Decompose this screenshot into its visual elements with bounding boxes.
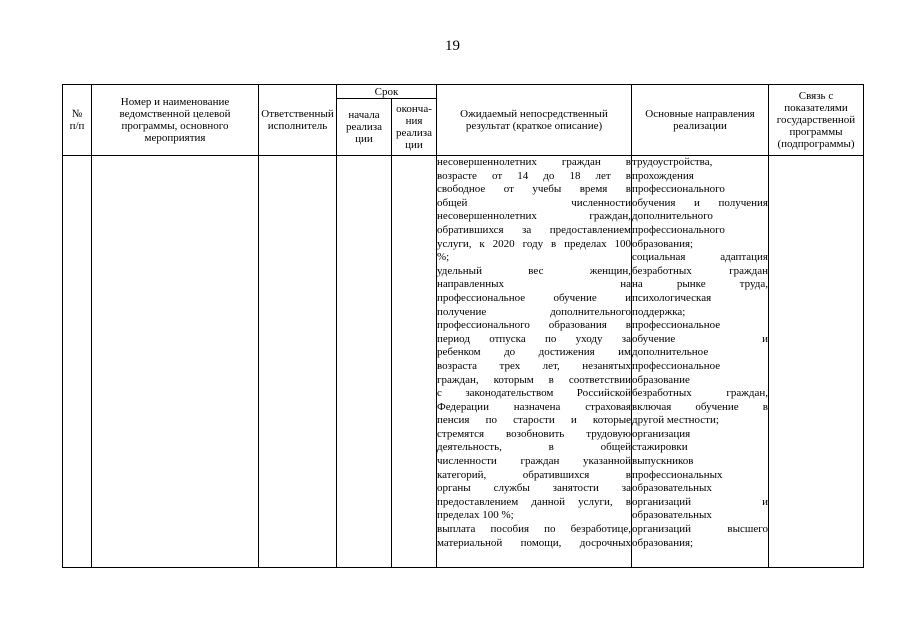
text-line: выплата пособия по безработице, xyxy=(437,523,631,536)
text-line: поддержка; xyxy=(632,305,686,318)
text-line: пенсия по старости и которые xyxy=(437,414,631,427)
text-line: другой местности; xyxy=(632,414,719,427)
text-line: прохождения xyxy=(632,169,694,182)
header-line: начала xyxy=(348,109,380,121)
text-line: несовершеннолетних граждан, xyxy=(437,210,631,223)
text-line: образование xyxy=(632,373,690,386)
header-line: (подпрограммы) xyxy=(777,138,855,150)
text-line: материальной помощи, досрочных xyxy=(437,536,631,549)
text-line: возраста трех лет, незанятых xyxy=(437,359,631,372)
header-line: ведомственной целевой xyxy=(119,108,231,120)
text-line: организаций высшего xyxy=(632,523,768,536)
text-line: стажировки xyxy=(632,441,688,454)
text-line: органы службы занятости за xyxy=(437,482,631,495)
text-line: предоставлением данной услуги, в xyxy=(437,495,631,508)
text-line: организаций и xyxy=(632,495,768,508)
cell-end xyxy=(392,156,437,568)
cell-expected-result xyxy=(437,156,632,568)
text-line: обучение и xyxy=(632,332,768,345)
header-line: реализа xyxy=(395,127,433,139)
text-line: стремятся возобновить трудовую xyxy=(437,427,631,440)
text-line: удельный вес женщин, xyxy=(437,264,631,277)
text-line: образования; xyxy=(632,536,694,549)
header-line: оконча- xyxy=(396,103,432,115)
text-line: несовершеннолетних граждан в xyxy=(437,156,631,168)
header-number xyxy=(63,85,92,156)
text-line: обратившихся за предоставлением xyxy=(437,223,631,236)
program-table xyxy=(62,84,864,568)
header-line: результат (краткое описание) xyxy=(465,120,603,132)
header-line: Основные направления xyxy=(645,108,755,120)
text-line: профессиональное xyxy=(632,359,721,372)
header-line: Ответственный xyxy=(261,108,334,120)
cell-start xyxy=(337,156,392,568)
header-line: программы, основного xyxy=(121,120,229,132)
header-line: мероприятия xyxy=(144,132,206,144)
text-line: образования; xyxy=(632,237,694,250)
header-program xyxy=(92,85,259,156)
header-line: Связь с xyxy=(798,90,834,102)
text-line: психологическая xyxy=(632,291,712,304)
text-line: пределах 100 %; xyxy=(437,509,514,522)
text-line: безработных граждан, xyxy=(632,387,768,400)
header-line: п/п xyxy=(69,120,85,132)
header-line: реализации xyxy=(673,120,727,132)
header-result xyxy=(437,85,632,156)
text-line: профессиональное xyxy=(632,319,721,332)
text-line: возрасте от 14 до 18 лет в xyxy=(437,169,631,182)
header-responsible xyxy=(259,85,337,156)
text-line: включая обучение в xyxy=(632,400,768,413)
header-line: Ожидаемый непосредственный xyxy=(460,108,608,120)
header-term: Срок xyxy=(337,85,437,99)
cell-directions xyxy=(632,156,769,568)
text-line: организация xyxy=(632,427,691,440)
header-line: ния xyxy=(405,115,423,127)
text-line: профессиональное обучение и xyxy=(437,291,631,304)
header-indicator-link xyxy=(769,85,864,156)
text-line: дополнительное xyxy=(632,346,709,359)
header-line: ции xyxy=(405,139,423,151)
text-line: профессиональных xyxy=(632,468,723,481)
header-line: ции xyxy=(355,133,373,145)
text-line: категорий, обратившихся в xyxy=(437,468,631,481)
table-row xyxy=(63,156,864,568)
text-line: с законодательством Российской xyxy=(437,387,631,400)
cell-responsible xyxy=(259,156,337,568)
text-line: образовательных xyxy=(632,482,712,495)
text-line: период отпуска по уходу за xyxy=(437,332,631,345)
text-line: социальная адаптация xyxy=(632,251,768,264)
cell-program xyxy=(92,156,259,568)
header-line: государственной xyxy=(776,114,856,126)
text-line: профессионального образования в xyxy=(437,319,631,332)
text-line: деятельность, в общей xyxy=(437,441,631,454)
text-line: свободное от учебы время в xyxy=(437,183,631,196)
cell-number xyxy=(63,156,92,568)
text-line: ребенком до достижения им xyxy=(437,346,631,359)
header-term-start xyxy=(337,99,392,156)
header-line: исполнитель xyxy=(267,120,328,132)
header-directions xyxy=(632,85,769,156)
text-line: Федерации назначена страховая xyxy=(437,400,631,413)
text-line: дополнительного xyxy=(632,210,713,223)
text-line: трудоустройства, xyxy=(632,156,713,168)
text-line: профессионального xyxy=(632,183,725,196)
header-line: программы xyxy=(789,126,843,138)
header-line: показателями xyxy=(784,102,848,114)
text-line: безработных граждан xyxy=(632,264,768,277)
header-term-end xyxy=(392,99,437,156)
text-line: образовательных xyxy=(632,509,712,522)
header-line: № xyxy=(71,108,83,120)
text-line: профессионального xyxy=(632,223,725,236)
text-line: численности граждан указанной xyxy=(437,455,631,468)
text-line: направленных на xyxy=(437,278,631,291)
text-line: общей численности xyxy=(437,196,631,209)
text-line: %; xyxy=(437,251,450,264)
header-line: Номер и наименование xyxy=(120,96,230,108)
text-line: граждан, которым в соответствии xyxy=(437,373,631,386)
text-line: обучения и получения xyxy=(632,196,768,209)
text-line: услуги, к 2020 году в пределах 100 xyxy=(437,237,631,250)
page-number: 19 xyxy=(445,38,460,54)
text-line: получение дополнительного xyxy=(437,305,631,318)
header-line: реализа xyxy=(345,121,383,133)
text-line: выпускников xyxy=(632,455,694,468)
cell-indicator-link xyxy=(769,156,864,568)
text-line: на рынке труда, xyxy=(632,278,768,291)
